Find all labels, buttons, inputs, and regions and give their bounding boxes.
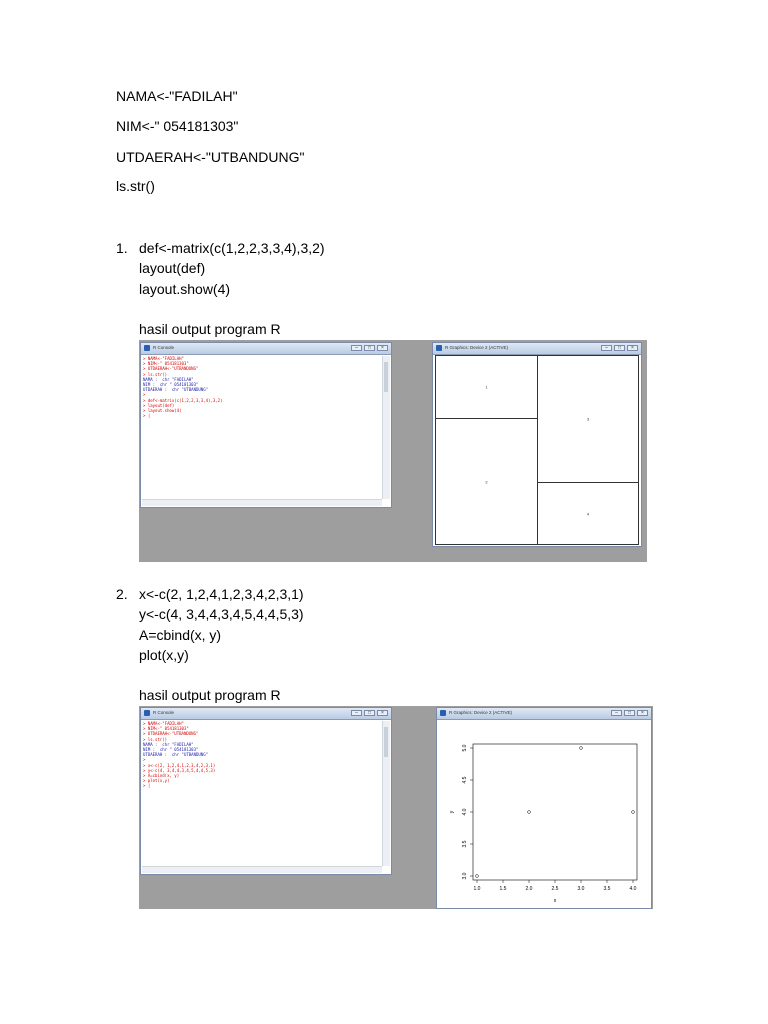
scatter-plot — [439, 720, 649, 908]
close-icon[interactable]: × — [377, 345, 388, 351]
section2-code-line-2: y<-c(4, 3,4,4,3,4,5,4,4,5,3) — [139, 606, 304, 622]
console-title: R Console — [153, 345, 175, 350]
console-line: > NAMA<-"FADILAH" — [143, 356, 184, 361]
console-line: > layout(def) — [143, 402, 175, 408]
vertical-scrollbar[interactable] — [382, 356, 390, 499]
plot-frame — [473, 744, 637, 880]
x-tick-label: 3.5 — [603, 886, 611, 892]
r-console-window — [140, 707, 392, 875]
ls-str-line: ls.str() — [116, 178, 155, 194]
console-output[interactable] — [143, 356, 382, 499]
console-line: > — [143, 757, 146, 763]
nim-line: NIM<-" 054181303" — [116, 118, 239, 134]
console-line: > ls.str() — [143, 736, 168, 742]
section1-code-line-1: def<-matrix(c(1,2,2,3,3,4),3,2) — [139, 240, 325, 256]
maximize-icon[interactable]: □ — [624, 710, 635, 716]
console-titlebar — [141, 343, 391, 355]
console-line: > UTDAERAH<-"UTBANDUNG" — [143, 731, 199, 737]
data-point — [632, 811, 635, 814]
r-graphics-window — [436, 707, 652, 909]
minimize-icon[interactable]: – — [351, 710, 362, 716]
console-line: > x<-c(2, 1,2,4,1,2,3,4,2,3,1) — [143, 762, 216, 768]
x-tick-label: 2.0 — [525, 886, 533, 892]
console-line: UTDAERAH : chr "UTBANDUNG" — [143, 752, 209, 758]
x-tick-label: 1.0 — [473, 886, 481, 892]
x-axis-label: x — [553, 898, 557, 904]
r-graphics-window — [432, 342, 642, 547]
data-point — [476, 875, 479, 878]
layout-panel-4: 4 — [537, 482, 639, 545]
close-icon[interactable]: × — [637, 710, 648, 716]
graphics-titlebar — [433, 343, 641, 355]
console-line: > — [143, 392, 146, 398]
utdaerah-line: UTDAERAH<-"UTBANDUNG" — [116, 149, 305, 165]
console-line: > plot(x,y) — [143, 778, 170, 784]
r-console-window — [140, 342, 392, 508]
layout-panel-2: 2 — [435, 418, 538, 545]
layout-panel-1: 1 — [435, 355, 538, 419]
x-tick-label: 3.0 — [577, 886, 585, 892]
section2-code-line-3: A=cbind(x, y) — [139, 627, 222, 643]
minimize-icon[interactable]: – — [601, 345, 612, 351]
console-line: > def<-matrix(c(1,2,2,3,3,4),3,2) — [143, 397, 223, 403]
console-titlebar — [141, 708, 391, 720]
y-tick-label: 3.5 — [462, 840, 468, 848]
section2-code-line-1: x<-c(2, 1,2,4,1,2,3,4,2,3,1) — [139, 586, 304, 602]
minimize-icon[interactable]: – — [351, 345, 362, 351]
console-line: NAMA : chr "FADILAH" — [143, 376, 194, 382]
graphics-title: R Graphics: Device 2 (ACTIVE) — [449, 710, 513, 715]
horizontal-scrollbar[interactable] — [142, 866, 382, 873]
section2-number: 2. — [116, 586, 128, 602]
console-line: > y<-c(4, 3,4,4,3,4,5,4,4,5,3) — [143, 767, 216, 773]
data-point — [528, 811, 531, 814]
y-axis-label: y — [449, 810, 455, 814]
console-line: > NAMA<-"FADILAH" — [143, 721, 184, 726]
console-line: NIM : chr " 054181303" — [143, 382, 199, 388]
r-app-icon — [436, 345, 442, 351]
console-line: > | — [143, 783, 151, 789]
console-line: > layout.show(4) — [143, 408, 182, 414]
close-icon[interactable]: × — [377, 710, 388, 716]
y-tick-label: 5.0 — [462, 744, 468, 752]
console-line: > A=cbind(x, y) — [143, 773, 180, 779]
screenshot-1 — [139, 340, 647, 562]
section1-code-line-3: layout.show(4) — [139, 281, 231, 297]
x-tick-label: 4.0 — [629, 886, 637, 892]
console-line: > | — [143, 413, 151, 419]
vertical-scrollbar[interactable] — [382, 721, 390, 866]
layout-plot-area — [435, 355, 639, 545]
console-line: > ls.str() — [143, 371, 168, 377]
section1-number: 1. — [116, 240, 128, 256]
x-tick-label: 2.5 — [551, 886, 559, 892]
r-app-icon — [440, 710, 446, 716]
nama-line: NAMA<-"FADILAH" — [116, 88, 238, 104]
y-tick-label: 4.0 — [462, 808, 468, 816]
console-line: > NIM<-" 054181303" — [143, 726, 189, 732]
graphics-titlebar — [437, 708, 651, 720]
section1-output-label: hasil output program R — [139, 321, 281, 337]
y-tick-label: 4.5 — [462, 776, 468, 784]
maximize-icon[interactable]: □ — [614, 345, 625, 351]
console-line: NIM : chr " 054181303" — [143, 747, 199, 753]
console-title: R Console — [153, 710, 175, 715]
horizontal-scrollbar[interactable] — [142, 499, 382, 506]
close-icon[interactable]: × — [627, 345, 638, 351]
y-tick-label: 3.0 — [462, 872, 468, 880]
console-line: NAMA : chr "FADILAH" — [143, 741, 194, 747]
x-tick-label: 1.5 — [499, 886, 507, 892]
r-app-icon — [144, 710, 150, 716]
r-app-icon — [144, 345, 150, 351]
screenshot-2 — [139, 706, 653, 909]
maximize-icon[interactable]: □ — [364, 345, 375, 351]
data-point — [580, 747, 583, 750]
graphics-title: R Graphics: Device 2 (ACTIVE) — [445, 345, 509, 350]
section2-code-line-4: plot(x,y) — [139, 647, 189, 663]
console-line: UTDAERAH : chr "UTBANDUNG" — [143, 387, 209, 393]
maximize-icon[interactable]: □ — [364, 710, 375, 716]
layout-panel-3: 3 — [537, 355, 639, 483]
console-line: > UTDAERAH<-"UTBANDUNG" — [143, 366, 199, 372]
console-line: > NIM<-" 054181303" — [143, 361, 189, 367]
console-output[interactable] — [143, 721, 382, 866]
section1-code-line-2: layout(def) — [139, 260, 206, 276]
section2-output-label: hasil output program R — [139, 687, 281, 703]
minimize-icon[interactable]: – — [611, 710, 622, 716]
